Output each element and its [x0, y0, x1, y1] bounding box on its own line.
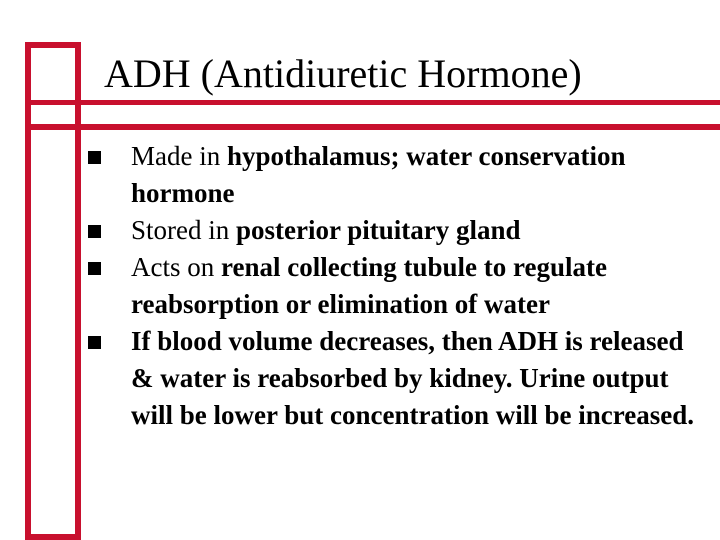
bullet-text-bold: If blood volume decreases, then ADH is released & water is reabsorbed by kidney. Urine output will be lower but concentration will be increased.: [131, 326, 694, 430]
bullet-text-plain: Stored in: [131, 215, 236, 245]
bullet-list: [88, 138, 698, 434]
square-bullet-icon: [88, 151, 101, 164]
frame-bottom-left-bar: [25, 534, 81, 540]
bullet-text-bold: posterior pituitary gland: [236, 215, 521, 245]
bullet-text-plain: Acts on: [131, 252, 221, 282]
square-bullet-icon: [88, 262, 101, 275]
title-divider-bar: [25, 124, 720, 130]
list-item: [88, 323, 698, 434]
bullet-text-bold: hypothalamus; water conservation hormone: [131, 141, 626, 208]
bullet-text-bold: renal collecting tubule to regulate reabsorption or elimination of water: [131, 252, 607, 319]
list-item: [88, 138, 698, 212]
frame-left-inner-bar: [75, 42, 81, 540]
slide-title: ADH (Antidiuretic Hormone): [104, 51, 582, 96]
frame-top-bar: [25, 42, 81, 48]
frame-left-outer-bar: [25, 42, 31, 540]
square-bullet-icon: [88, 336, 101, 349]
list-item: [88, 249, 698, 323]
bullet-text-plain: Made in: [131, 141, 227, 171]
list-item: [88, 212, 698, 249]
square-bullet-icon: [88, 225, 101, 238]
